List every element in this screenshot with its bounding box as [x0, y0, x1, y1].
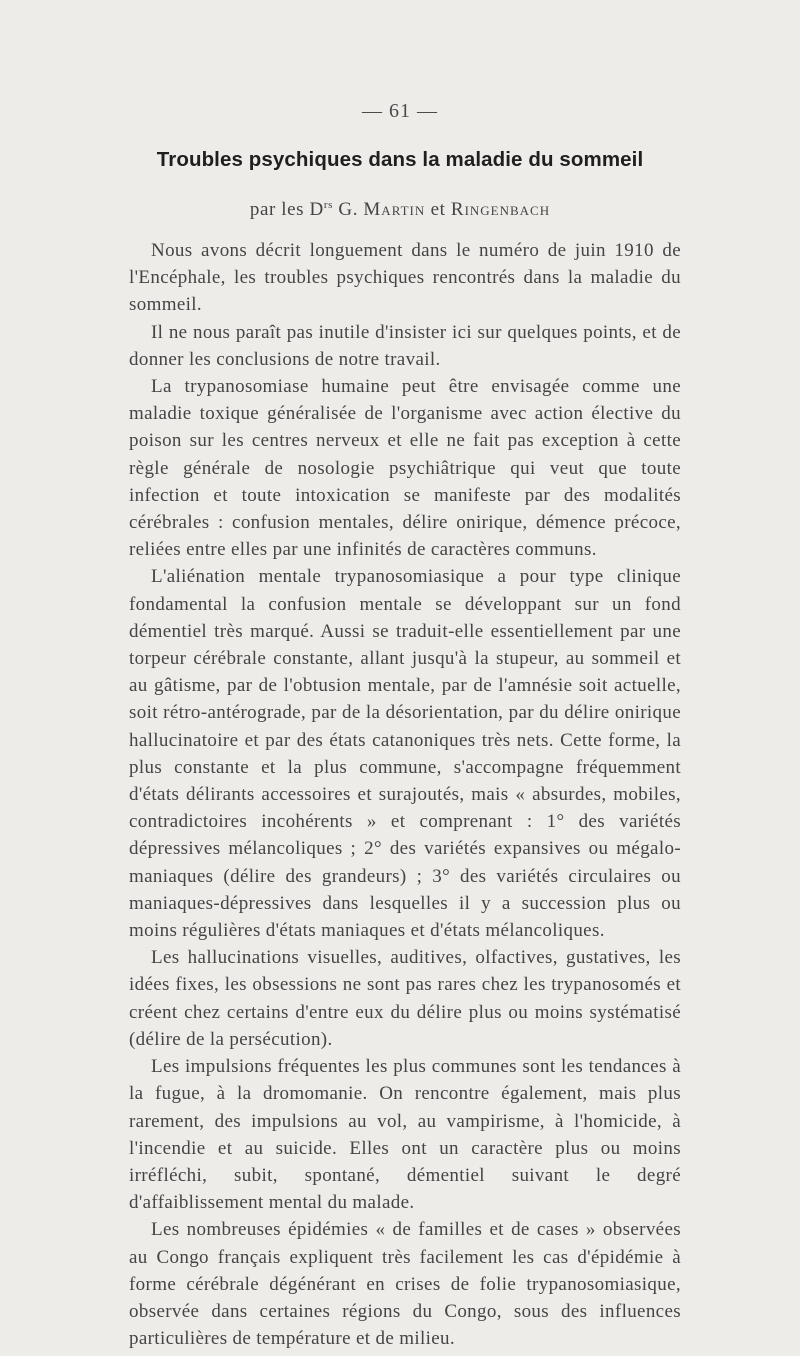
paragraph: Nous avons décrit longuement dans le numéro de juin 1910 de l'Encéphale, les troubles psychiques rencontrés dans la maladie du sommeil.: [129, 240, 681, 316]
byline-conjunction: et: [430, 199, 446, 220]
author1-name: Martin: [363, 199, 426, 220]
page-number: — 61 —: [362, 100, 438, 122]
paragraph: La trypanosomiase humaine peut être envisagée comme une maladie toxique généralisée de l'organisme avec action élective du poison sur les centres nerveux et elle ne fait pas exception à cette règle générale de nosologie psychiâtrique qui veut que toute infection et toute intoxication se manifeste par des modalités cérébrales : confusion mentales, délire onirique, démence précoce, reliées entre elles par une infinités de caractères communs.: [129, 376, 681, 561]
paragraph: Les impulsions fréquentes les plus communes sont les tendances à la fugue, à la dromomanie. On rencontre également, mais plus rarement, des impulsions au vol, au vampirisme, à l'homicide, à l'incendie et au suicide. Elles ont un caractère plus ou moins irréfléchi, subit, spontané, démentiel suivant le degré d'affaiblissement mental du malade.: [129, 1056, 681, 1214]
paragraph: Les hallucinations visuelles, auditives, olfactives, gustatives, les idées fixes, les obsessions ne sont pas rares chez les trypanosomés et créent chez certains d'entre eux du délire plus ou moins systématisé (délire de la persécution).: [129, 947, 681, 1050]
byline: [0, 199, 800, 221]
paragraph: Les nombreuses épidémies « de familles et de cases » observées au Congo français expliquent très facilement les cas d'épidémie à forme cérébrale dégénérant en crises de folie trypanosomiasique, observée dans certaines régions du Congo, sous des influences particulières de température et de milieu.: [129, 1219, 681, 1350]
paragraph: Il ne nous paraît pas inutile d'insister ici sur quelques points, et de donner les conclusions de notre travail.: [129, 321, 681, 370]
article-body: [129, 237, 681, 1352]
article-title: Troubles psychiques dans la maladie du sommeil: [156, 148, 644, 171]
byline-prefix-sup: rs: [323, 199, 334, 211]
byline-prefix: par les D: [249, 199, 324, 220]
author2-name: Ringenbach: [450, 199, 551, 220]
paragraph: L'aliénation mentale trypanosomiasique a pour type clinique fondamental la confusion mentale se développant sur un fond démentiel très marqué. Aussi se traduit-elle essentiellement par une torpeur cérébrale constante, allant jusqu'à la stupeur, au sommeil et au gâtisme, par de l'obtusion mentale, par de l'amnésie soit actuelle, soit rétro-antérograde, par de la désorientation, par du délire onirique hallucinatoire et par des états catanoniques très nets. Cette forme, la plus constante et la plus commune, s'accompagne fréquemment d'états délirants accessoires et surajoutés, mais « absurdes, mobiles, contradictoires incohérents » et comprenant : 1° des variétés dépressives mélancoliques ; 2° des variétés expansives ou mégalo-maniaques (délire des grandeurs) ; 3° des variétés circulaires ou maniaques-dépressives dans lesquelles il y a succession plus ou moins régulières d'états maniaques et d'états mélancoliques.: [129, 566, 681, 942]
author1-initial: G.: [338, 199, 359, 220]
